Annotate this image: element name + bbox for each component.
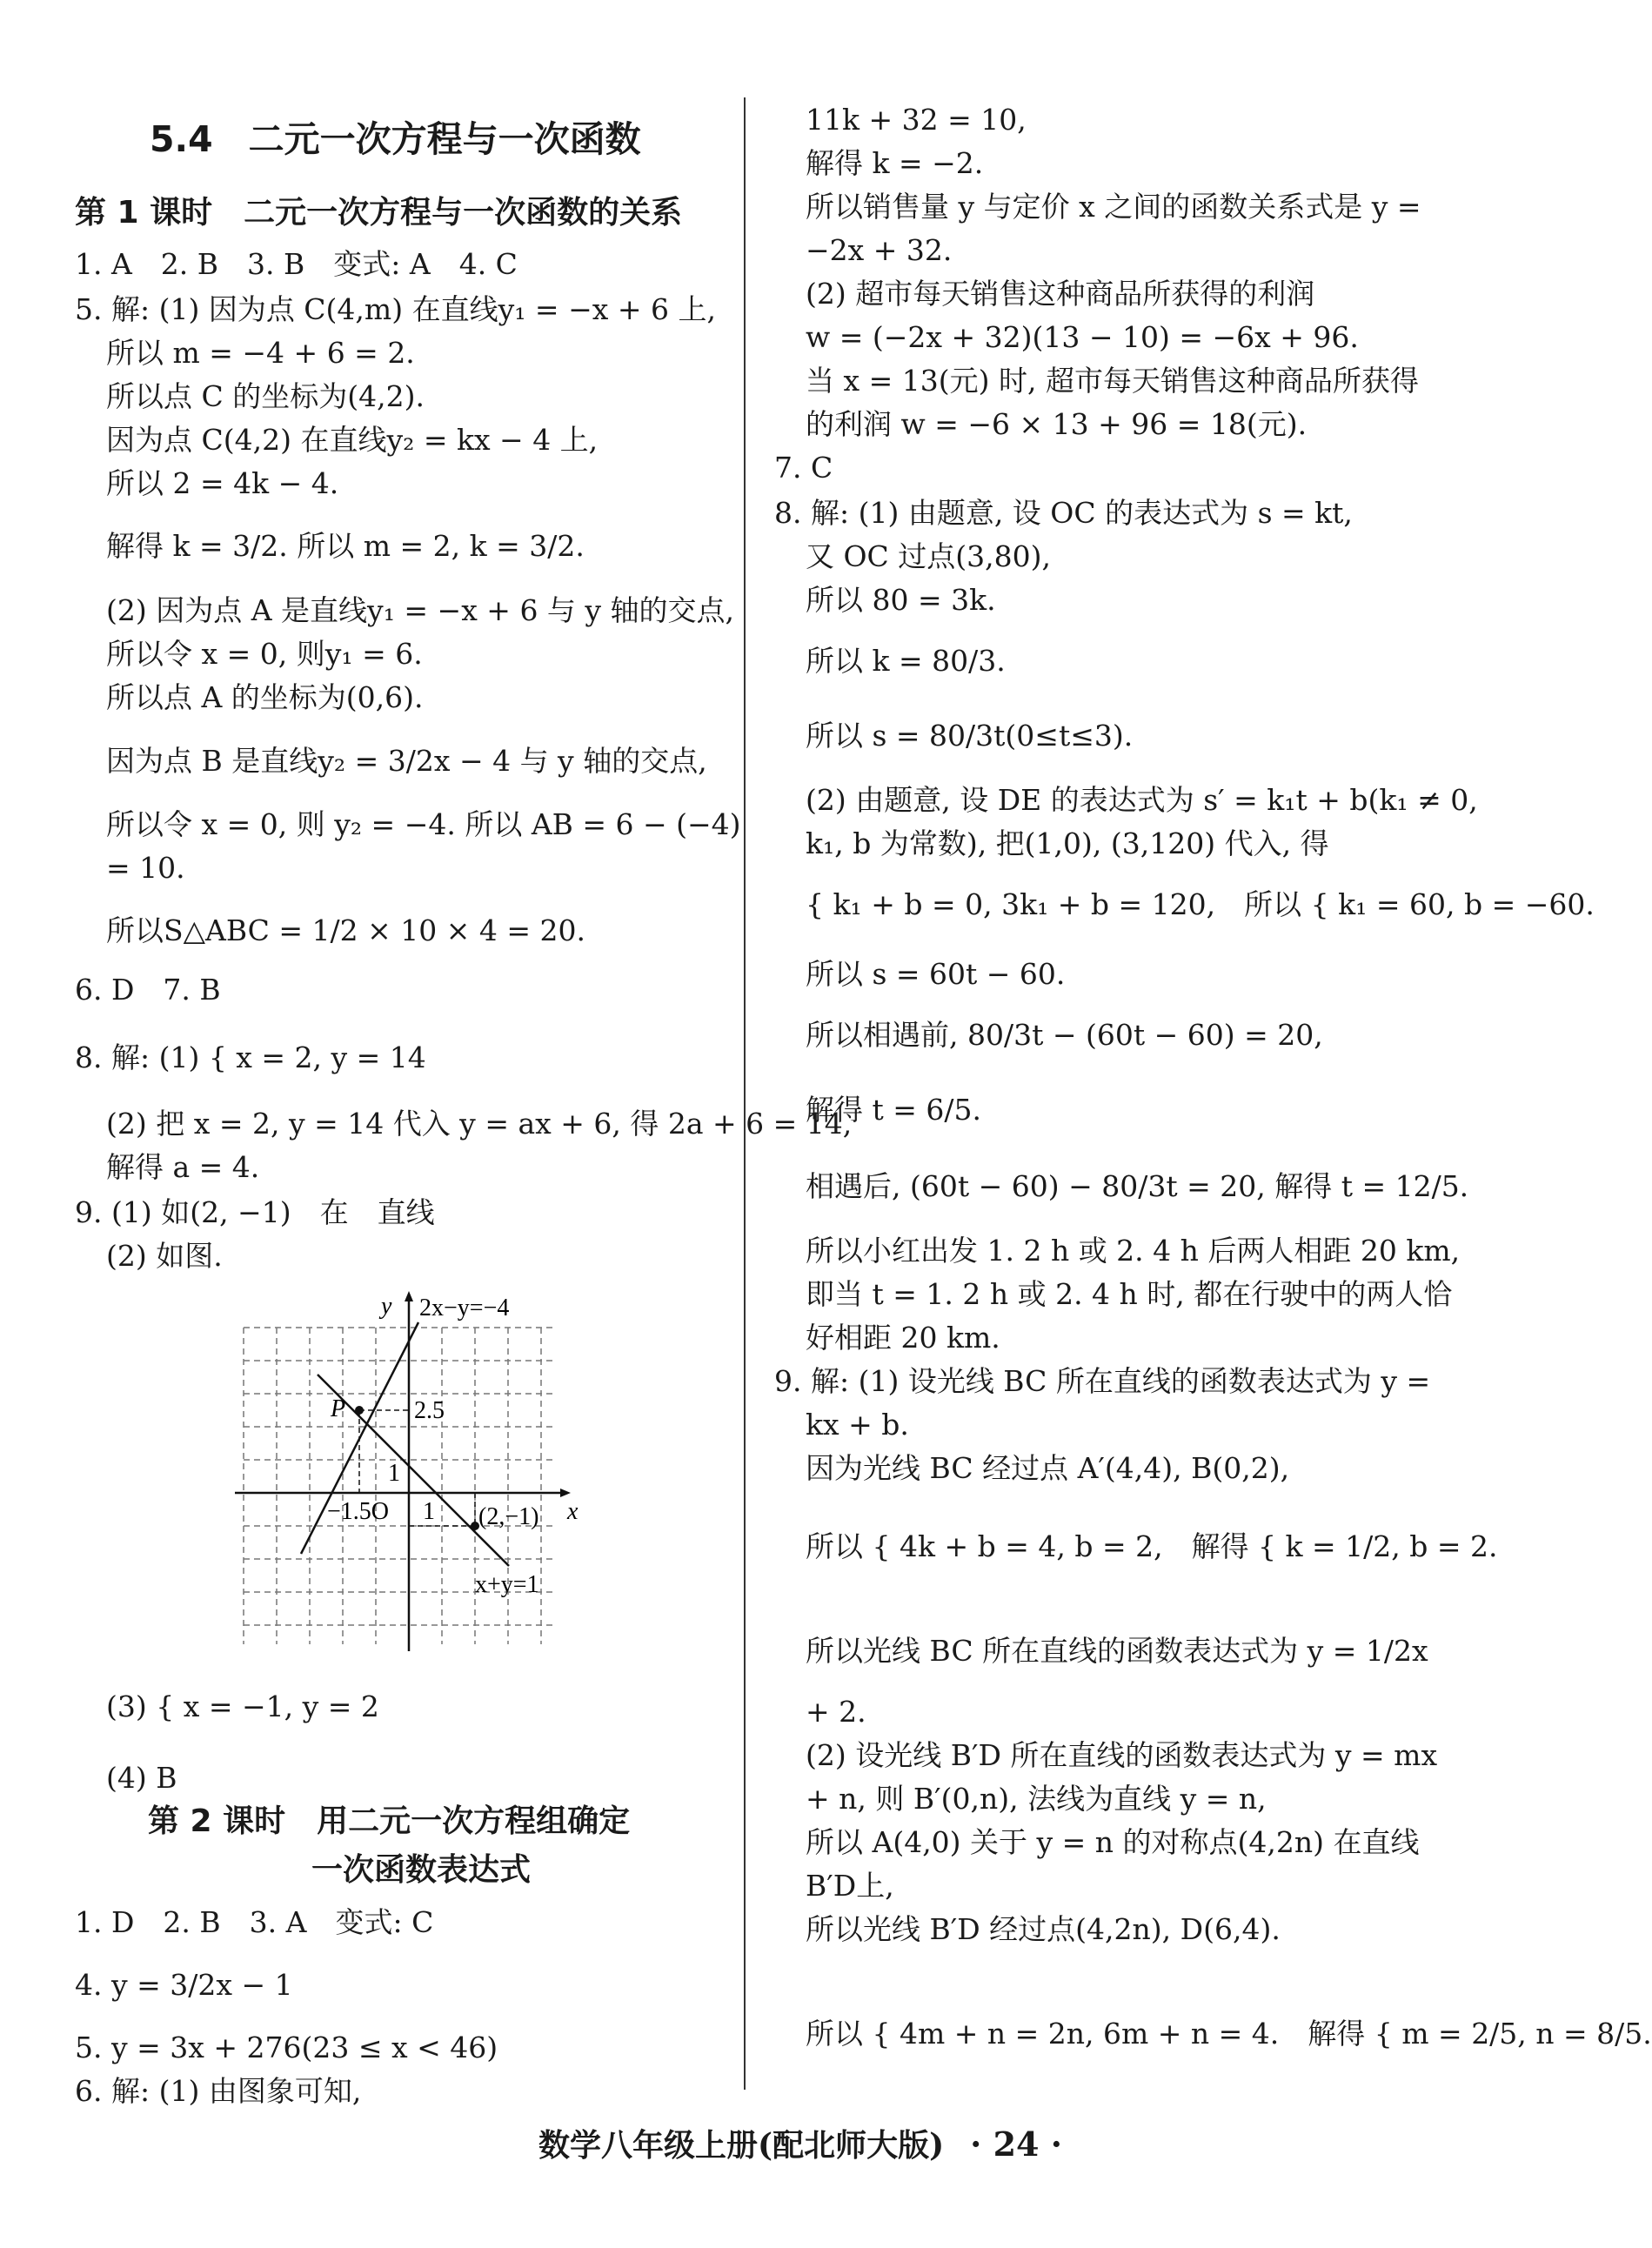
- answer-line: 8. 解: (1) { x = 2, y = 14: [75, 1040, 426, 1074]
- answer-line: 又 OC 过点(3,80),: [806, 539, 1051, 573]
- book-title: 数学八年级上册(配北师大版): [538, 2127, 945, 2164]
- answer-line: 的利润 w = −6 × 13 + 96 = 18(元).: [806, 407, 1308, 441]
- answer-line: (2) 超市每天销售这种商品所获得的利润: [806, 277, 1315, 311]
- lesson2-title: 一次函数表达式: [311, 1852, 532, 1888]
- answer-line: 解得 k = −2.: [806, 146, 984, 180]
- answer-line: 解得 a = 4.: [106, 1150, 260, 1184]
- answer-line: k₁, b 为常数), 把(1,0), (3,120) 代入, 得: [806, 826, 1329, 860]
- answer-line: 所以 80 = 3k.: [806, 583, 996, 617]
- answer-line: 所以 { 4k + b = 4, b = 2, 解得 { k = 1/2, b = 2.: [806, 1529, 1498, 1563]
- answer-line: 6. D 7. B: [75, 973, 221, 1007]
- lesson2-title: 第 2 课时 用二元一次方程组确定: [148, 1803, 631, 1839]
- column-divider: [744, 97, 746, 2090]
- label-1-y: 1: [388, 1460, 400, 1487]
- y-axis-arrow: [405, 1291, 413, 1301]
- answer-line: 5. 解: (1) 因为点 C(4,m) 在直线y₁ = −x + 6 上,: [75, 292, 716, 326]
- page-number: · 24 ·: [970, 2124, 1062, 2164]
- answer-line: 8. 解: (1) 由题意, 设 OC 的表达式为 s = kt,: [774, 496, 1353, 530]
- answer-line: w = (−2x + 32)(13 − 10) = −6x + 96.: [806, 320, 1359, 354]
- answer-line: 4. y = 3/2x − 1: [75, 1968, 293, 2002]
- answer-line: kx + b.: [806, 1408, 909, 1442]
- label-2-5: 2.5: [414, 1397, 445, 1424]
- point-p: [355, 1406, 364, 1415]
- section-title: 5.4 二元一次方程与一次函数: [150, 118, 641, 160]
- page-footer: [0, 2121, 1601, 2165]
- answer-line: 所以 s = 80/3t(0≤t≤3).: [806, 719, 1134, 753]
- answer-line: (2) 由题意, 设 DE 的表达式为 s′ = k₁t + b(k₁ ≠ 0,: [806, 783, 1478, 817]
- answer-line: (2) 如图.: [106, 1239, 223, 1273]
- answer-line: 所以 k = 80/3.: [806, 644, 1006, 678]
- answer-line: 所以小红出发 1. 2 h 或 2. 4 h 后两人相距 20 km,: [806, 1234, 1461, 1268]
- answer-line: 所以销售量 y 与定价 x 之间的函数关系式是 y =: [806, 190, 1421, 224]
- answer-line: 11k + 32 = 10,: [806, 103, 1027, 137]
- answer-line: 好相距 20 km.: [806, 1321, 1000, 1355]
- answer-line: −2x + 32.: [806, 233, 953, 267]
- label-origin: −1.5O: [327, 1498, 390, 1525]
- x-axis-arrow: [560, 1489, 571, 1497]
- answer-line: 所以S△ABC = 1/2 × 10 × 4 = 20.: [106, 913, 586, 947]
- answer-line: 因为光线 BC 经过点 A′(4,4), B(0,2),: [806, 1451, 1290, 1485]
- answer-line: 解得 t = 6/5.: [806, 1093, 981, 1127]
- answer-line: + 2.: [806, 1695, 866, 1729]
- answer-line: B′D上,: [806, 1869, 894, 1903]
- answer-line: 当 x = 13(元) 时, 超市每天销售这种商品所获得: [806, 364, 1419, 398]
- answer-line: (2) 设光线 B′D 所在直线的函数表达式为 y = mx: [806, 1738, 1438, 1772]
- answer-line: 9. (1) 如(2, −1) 在 直线: [75, 1195, 435, 1229]
- answer-line: = 10.: [106, 851, 185, 885]
- answer-line: 所以 2 = 4k − 4.: [106, 466, 339, 500]
- answer-line: 所以 s = 60t − 60.: [806, 957, 1066, 991]
- answer-line: 7. C: [774, 451, 833, 485]
- answer-line: (2) 因为点 A 是直线y₁ = −x + 6 与 y 轴的交点,: [106, 593, 735, 627]
- line1-label: 2x−y=−4: [419, 1295, 510, 1321]
- answer-line: 所以光线 B′D 经过点(4,2n), D(6,4).: [806, 1912, 1281, 1946]
- answer-line: 所以相遇前, 80/3t − (60t − 60) = 20,: [806, 1018, 1323, 1052]
- answer-line: (4) B: [106, 1761, 177, 1795]
- answer-line: 9. 解: (1) 设光线 BC 所在直线的函数表达式为 y =: [774, 1364, 1431, 1398]
- label-point: (2,−1): [478, 1503, 539, 1530]
- answer-line: 所以令 x = 0, 则y₁ = 6.: [106, 637, 423, 671]
- answer-line: 即当 t = 1. 2 h 或 2. 4 h 时, 都在行驶中的两人恰: [806, 1277, 1453, 1311]
- coordinate-graph: [226, 1288, 579, 1653]
- line2-label: x+y=1: [475, 1571, 539, 1598]
- answer-line: 所以 A(4,0) 关于 y = n 的对称点(4,2n) 在直线: [806, 1825, 1420, 1859]
- answer-line: 所以 { 4m + n = 2n, 6m + n = 4. 解得 { m = 2/5, n = 8/5.: [806, 2017, 1652, 2051]
- answer-line: 1. A 2. B 3. B 变式: A 4. C: [75, 247, 518, 281]
- answer-line: 5. y = 3x + 276(23 ≤ x < 46): [75, 2031, 498, 2064]
- answer-line: { k₁ + b = 0, 3k₁ + b = 120, 所以 { k₁ = 60, b = −60.: [806, 887, 1595, 921]
- answer-line: 因为点 C(4,2) 在直线y₂ = kx − 4 上,: [106, 423, 599, 457]
- answer-line: (2) 把 x = 2, y = 14 代入 y = ax + 6, 得 2a + 6 = 14,: [106, 1107, 853, 1141]
- answer-line: 解得 k = 3/2. 所以 m = 2, k = 3/2.: [106, 529, 585, 563]
- answer-line: 所以 m = −4 + 6 = 2.: [106, 336, 415, 370]
- answer-line: 所以令 x = 0, 则 y₂ = −4. 所以 AB = 6 − (−4): [106, 807, 741, 841]
- answer-line: 所以点 C 的坐标为(4,2).: [106, 379, 425, 413]
- x-axis-label: x: [567, 1498, 579, 1525]
- answer-line: 所以光线 BC 所在直线的函数表达式为 y = 1/2x: [806, 1634, 1428, 1668]
- label-1-x: 1: [423, 1498, 435, 1525]
- point-p-label: P: [331, 1395, 346, 1422]
- answer-line: 因为点 B 是直线y₂ = 3/2x − 4 与 y 轴的交点,: [106, 744, 707, 778]
- lesson1-title: 第 1 课时 二元一次方程与一次函数的关系: [75, 195, 683, 231]
- y-axis-label: y: [381, 1293, 392, 1320]
- answer-line: (3) { x = −1, y = 2: [106, 1689, 379, 1723]
- answer-line: 所以点 A 的坐标为(0,6).: [106, 680, 424, 714]
- answer-line: 6. 解: (1) 由图象可知,: [75, 2074, 362, 2108]
- answer-line: 1. D 2. B 3. A 变式: C: [75, 1905, 434, 1939]
- answer-line: 相遇后, (60t − 60) − 80/3t = 20, 解得 t = 12/5.: [806, 1169, 1469, 1203]
- line-x-y: [318, 1375, 509, 1566]
- answer-line: + n, 则 B′(0,n), 法线为直线 y = n,: [806, 1782, 1267, 1816]
